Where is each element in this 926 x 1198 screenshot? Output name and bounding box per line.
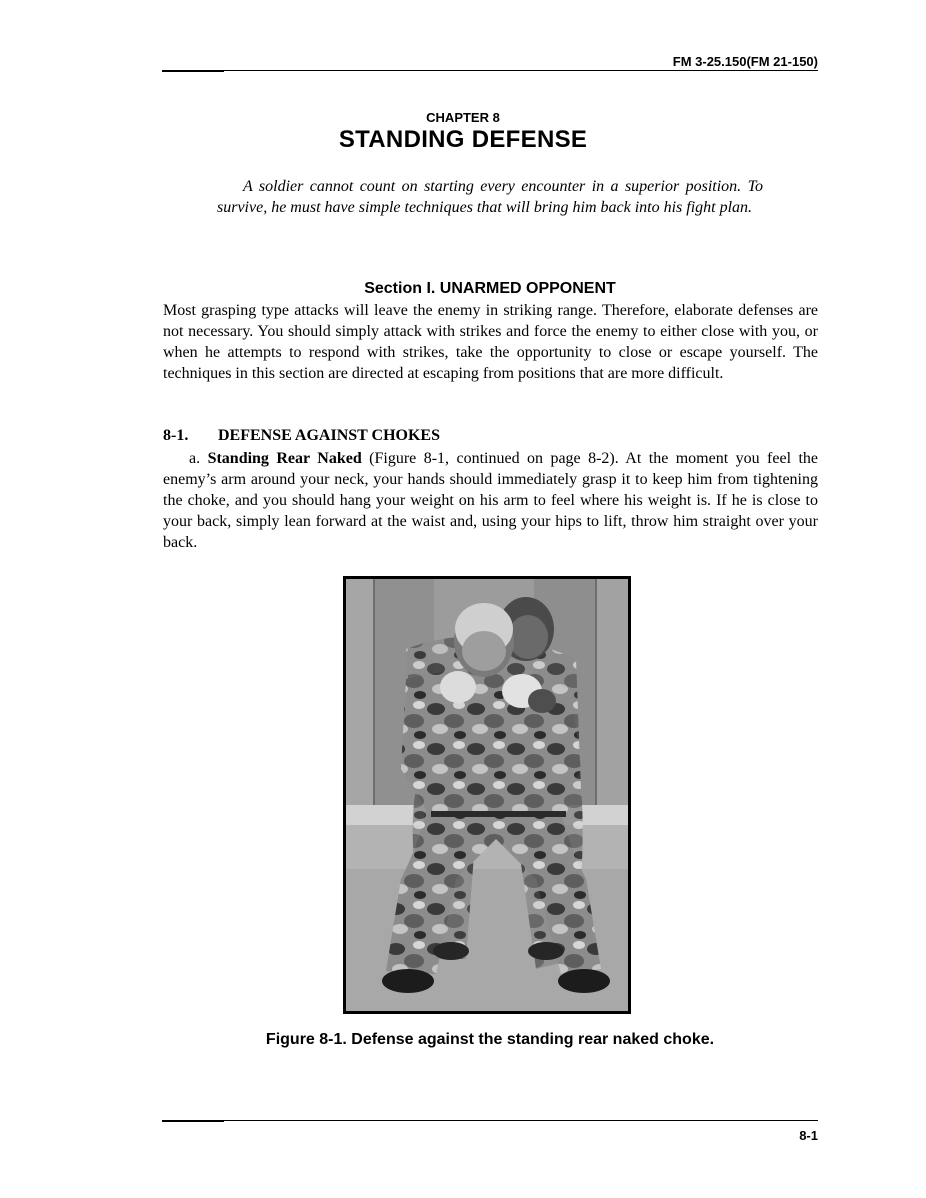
page-number: 8-1	[799, 1128, 818, 1143]
paragraph-number: 8-1.	[163, 427, 189, 444]
chapter-epigraph: A soldier cannot count on starting every encounter in a superior position. To survive, he must have simple techniques that will bring him back into his fight plan.	[217, 178, 763, 216]
footer-rule	[224, 1120, 818, 1121]
chapter-label: CHAPTER 8	[426, 110, 500, 125]
sub-text: (Figure 8-1, continued on page 8-2). At the moment you feel the enemy’s arm around your neck, your hands should immediately grasp it to keep him from tightening the choke, and you should hang your weight on his arm to feel where his weight is. If he is close to your back, simply lean forward at the waist and, using your hips to lift, throw him straight over your back.	[163, 450, 819, 551]
section-heading: Section I. UNARMED OPPONENT	[364, 280, 616, 297]
header-rule	[224, 70, 818, 71]
chapter-title: STANDING DEFENSE	[338, 126, 588, 153]
manual-id: FM 3-25.150(FM 21-150)	[672, 54, 818, 69]
figure-caption: Figure 8-1. Defense against the standing rear naked choke.	[265, 1031, 715, 1048]
paragraph-body	[163, 448, 818, 553]
footer-rule-thick	[162, 1120, 224, 1122]
sub-label: a.	[189, 450, 201, 467]
paragraph-heading	[163, 427, 440, 445]
header-rule-thick	[162, 70, 224, 72]
sub-title: Standing Rear Naked	[207, 450, 362, 467]
choke-defense-photo	[346, 579, 628, 1011]
figure-photo	[343, 576, 631, 1014]
section-intro: Most grasping type attacks will leave the enemy in striking range. Therefore, elaborate defenses are not necessary. You should simply attack with strikes and force the enemy to either close with you, or when he attempts to respond with strikes, take the opportunity to close or escape yourself. The techniques in this section are directed at escaping from positions that are more difficult.	[163, 302, 818, 382]
paragraph-title: DEFENSE AGAINST CHOKES	[218, 427, 440, 444]
